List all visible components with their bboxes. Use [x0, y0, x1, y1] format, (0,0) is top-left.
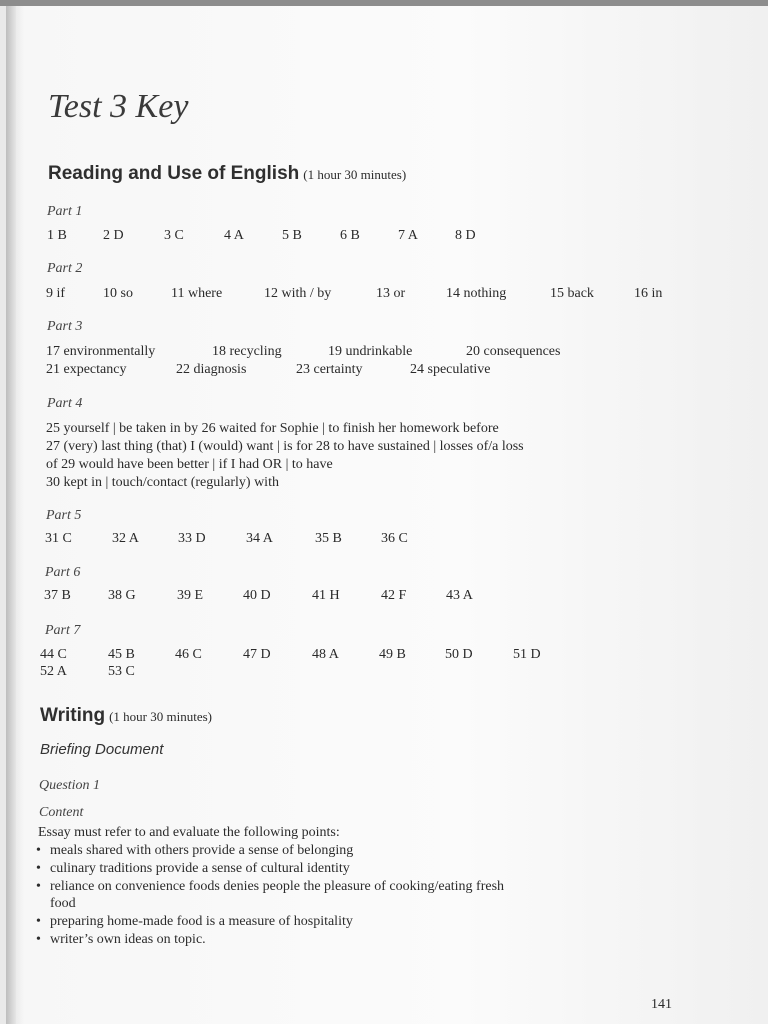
page-title: Test 3 Key: [48, 88, 189, 125]
list-item: [36, 843, 353, 859]
answer-item: 7 A: [398, 228, 418, 243]
part2-label: Part 2: [47, 261, 83, 276]
answer-item: 37 B: [44, 588, 71, 603]
list-item: [36, 932, 206, 948]
writing-heading-text: Writing: [40, 705, 106, 726]
answer-item: 11 where: [171, 286, 223, 301]
list-item-text: meals shared with others provide a sense of belonging: [50, 843, 354, 858]
part3-label: Part 3: [47, 319, 83, 334]
bullet-icon: •: [36, 861, 41, 876]
answer-item: 34 A: [246, 531, 273, 546]
answer-item: 42 F: [381, 588, 407, 603]
reading-section-heading: [48, 163, 406, 185]
answer-item: 23 certainty: [296, 362, 363, 377]
list-item-text: writer’s own ideas on topic.: [50, 932, 206, 947]
part5-label: Part 5: [46, 508, 82, 523]
answer-item: 43 A: [446, 588, 473, 603]
essay-intro: Essay must refer to and evaluate the following points:: [38, 825, 340, 840]
answer-item: 20 consequences: [466, 344, 561, 359]
answer-item: 2 D: [103, 228, 124, 243]
list-item: [36, 914, 353, 930]
answer-item: 50 D: [445, 647, 473, 662]
answer-item: 46 C: [175, 647, 202, 662]
answer-item: 5 B: [282, 228, 302, 243]
answer-item: 18 recycling: [212, 344, 282, 359]
list-item: [36, 861, 350, 877]
answer-item: 51 D: [513, 647, 541, 662]
list-item-continuation: [50, 896, 76, 912]
part7-label: Part 7: [45, 623, 81, 638]
bullet-icon: •: [36, 932, 41, 947]
answer-item: 8 D: [455, 228, 476, 243]
answer-item: 48 A: [312, 647, 339, 662]
answer-item: 3 C: [164, 228, 184, 243]
part6-answers: [0, 588, 768, 606]
answer-item: 39 E: [177, 588, 204, 603]
answer-item: 21 expectancy: [46, 362, 127, 377]
answer-item: 6 B: [340, 228, 360, 243]
answer-item: 47 D: [243, 647, 271, 662]
answer-item: 4 A: [224, 228, 244, 243]
part7-answers-row1: [0, 647, 768, 665]
part1-answers: [0, 228, 768, 246]
answer-item: 15 back: [550, 286, 594, 301]
part7-answers-row2: [0, 664, 768, 682]
reading-heading-text: Reading and Use of English: [48, 163, 300, 184]
list-item-text: food: [50, 896, 76, 911]
bullet-icon: •: [36, 843, 41, 858]
part4-line: 30 kept in | touch/contact (regularly) with: [46, 475, 279, 490]
content-label: Content: [39, 805, 84, 820]
part4-line: 27 (very) last thing (that) I (would) want | is for 28 to have sustained | losses of/a loss: [46, 439, 524, 454]
answer-item: 12 with / by: [264, 286, 332, 301]
answer-item: 36 C: [381, 531, 408, 546]
part6-label: Part 6: [45, 565, 81, 580]
answer-item: 41 H: [312, 588, 340, 603]
part2-answers: [0, 286, 768, 304]
answer-item: 19 undrinkable: [328, 344, 413, 359]
answer-item: 32 A: [112, 531, 139, 546]
part5-answers: [0, 531, 768, 549]
answer-item: 16 in: [634, 286, 663, 301]
part3-answers-row1: [0, 344, 768, 362]
answer-item: 13 or: [376, 286, 406, 301]
list-item-text: reliance on convenience foods denies people the pleasure of cooking/eating fresh: [50, 879, 505, 894]
reading-duration: (1 hour 30 minutes): [303, 167, 407, 182]
part4-line: of 29 would have been better | if I had OR | to have: [46, 457, 333, 472]
answer-item: 53 C: [108, 664, 135, 679]
answer-item: 33 D: [178, 531, 206, 546]
answer-item: 10 so: [103, 286, 133, 301]
list-item-text: preparing home-made food is a measure of hospitality: [50, 914, 353, 929]
answer-item: 17 environmentally: [46, 344, 156, 359]
part4-label: Part 4: [47, 396, 83, 411]
answer-item: 45 B: [108, 647, 135, 662]
answer-item: 9 if: [46, 286, 66, 301]
answer-item: 31 C: [45, 531, 72, 546]
question-label: Question 1: [39, 778, 101, 793]
list-item-text: culinary traditions provide a sense of cultural identity: [50, 861, 350, 876]
part1-label: Part 1: [47, 204, 83, 219]
answer-item: 24 speculative: [410, 362, 491, 377]
writing-section-heading: [40, 705, 212, 727]
part3-answers-row2: [0, 362, 768, 380]
answer-item: 14 nothing: [446, 286, 507, 301]
answer-item: 44 C: [40, 647, 67, 662]
answer-item: 40 D: [243, 588, 271, 603]
answer-item: 1 B: [47, 228, 67, 243]
answer-item: 22 diagnosis: [176, 362, 247, 377]
page-spine-shadow: [6, 6, 16, 1024]
briefing-document-subheading: Briefing Document: [40, 741, 164, 758]
answer-item: 35 B: [315, 531, 342, 546]
part4-line: 25 yourself | be taken in by 26 waited for Sophie | to finish her homework before: [46, 421, 499, 436]
bullet-icon: •: [36, 879, 41, 894]
answer-item: 49 B: [379, 647, 406, 662]
writing-duration: (1 hour 30 minutes): [109, 709, 212, 724]
bullet-icon: •: [36, 914, 41, 929]
answer-item: 38 G: [108, 588, 136, 603]
page-number: 141: [651, 997, 672, 1012]
answer-item: 52 A: [40, 664, 67, 679]
list-item: [36, 879, 504, 895]
